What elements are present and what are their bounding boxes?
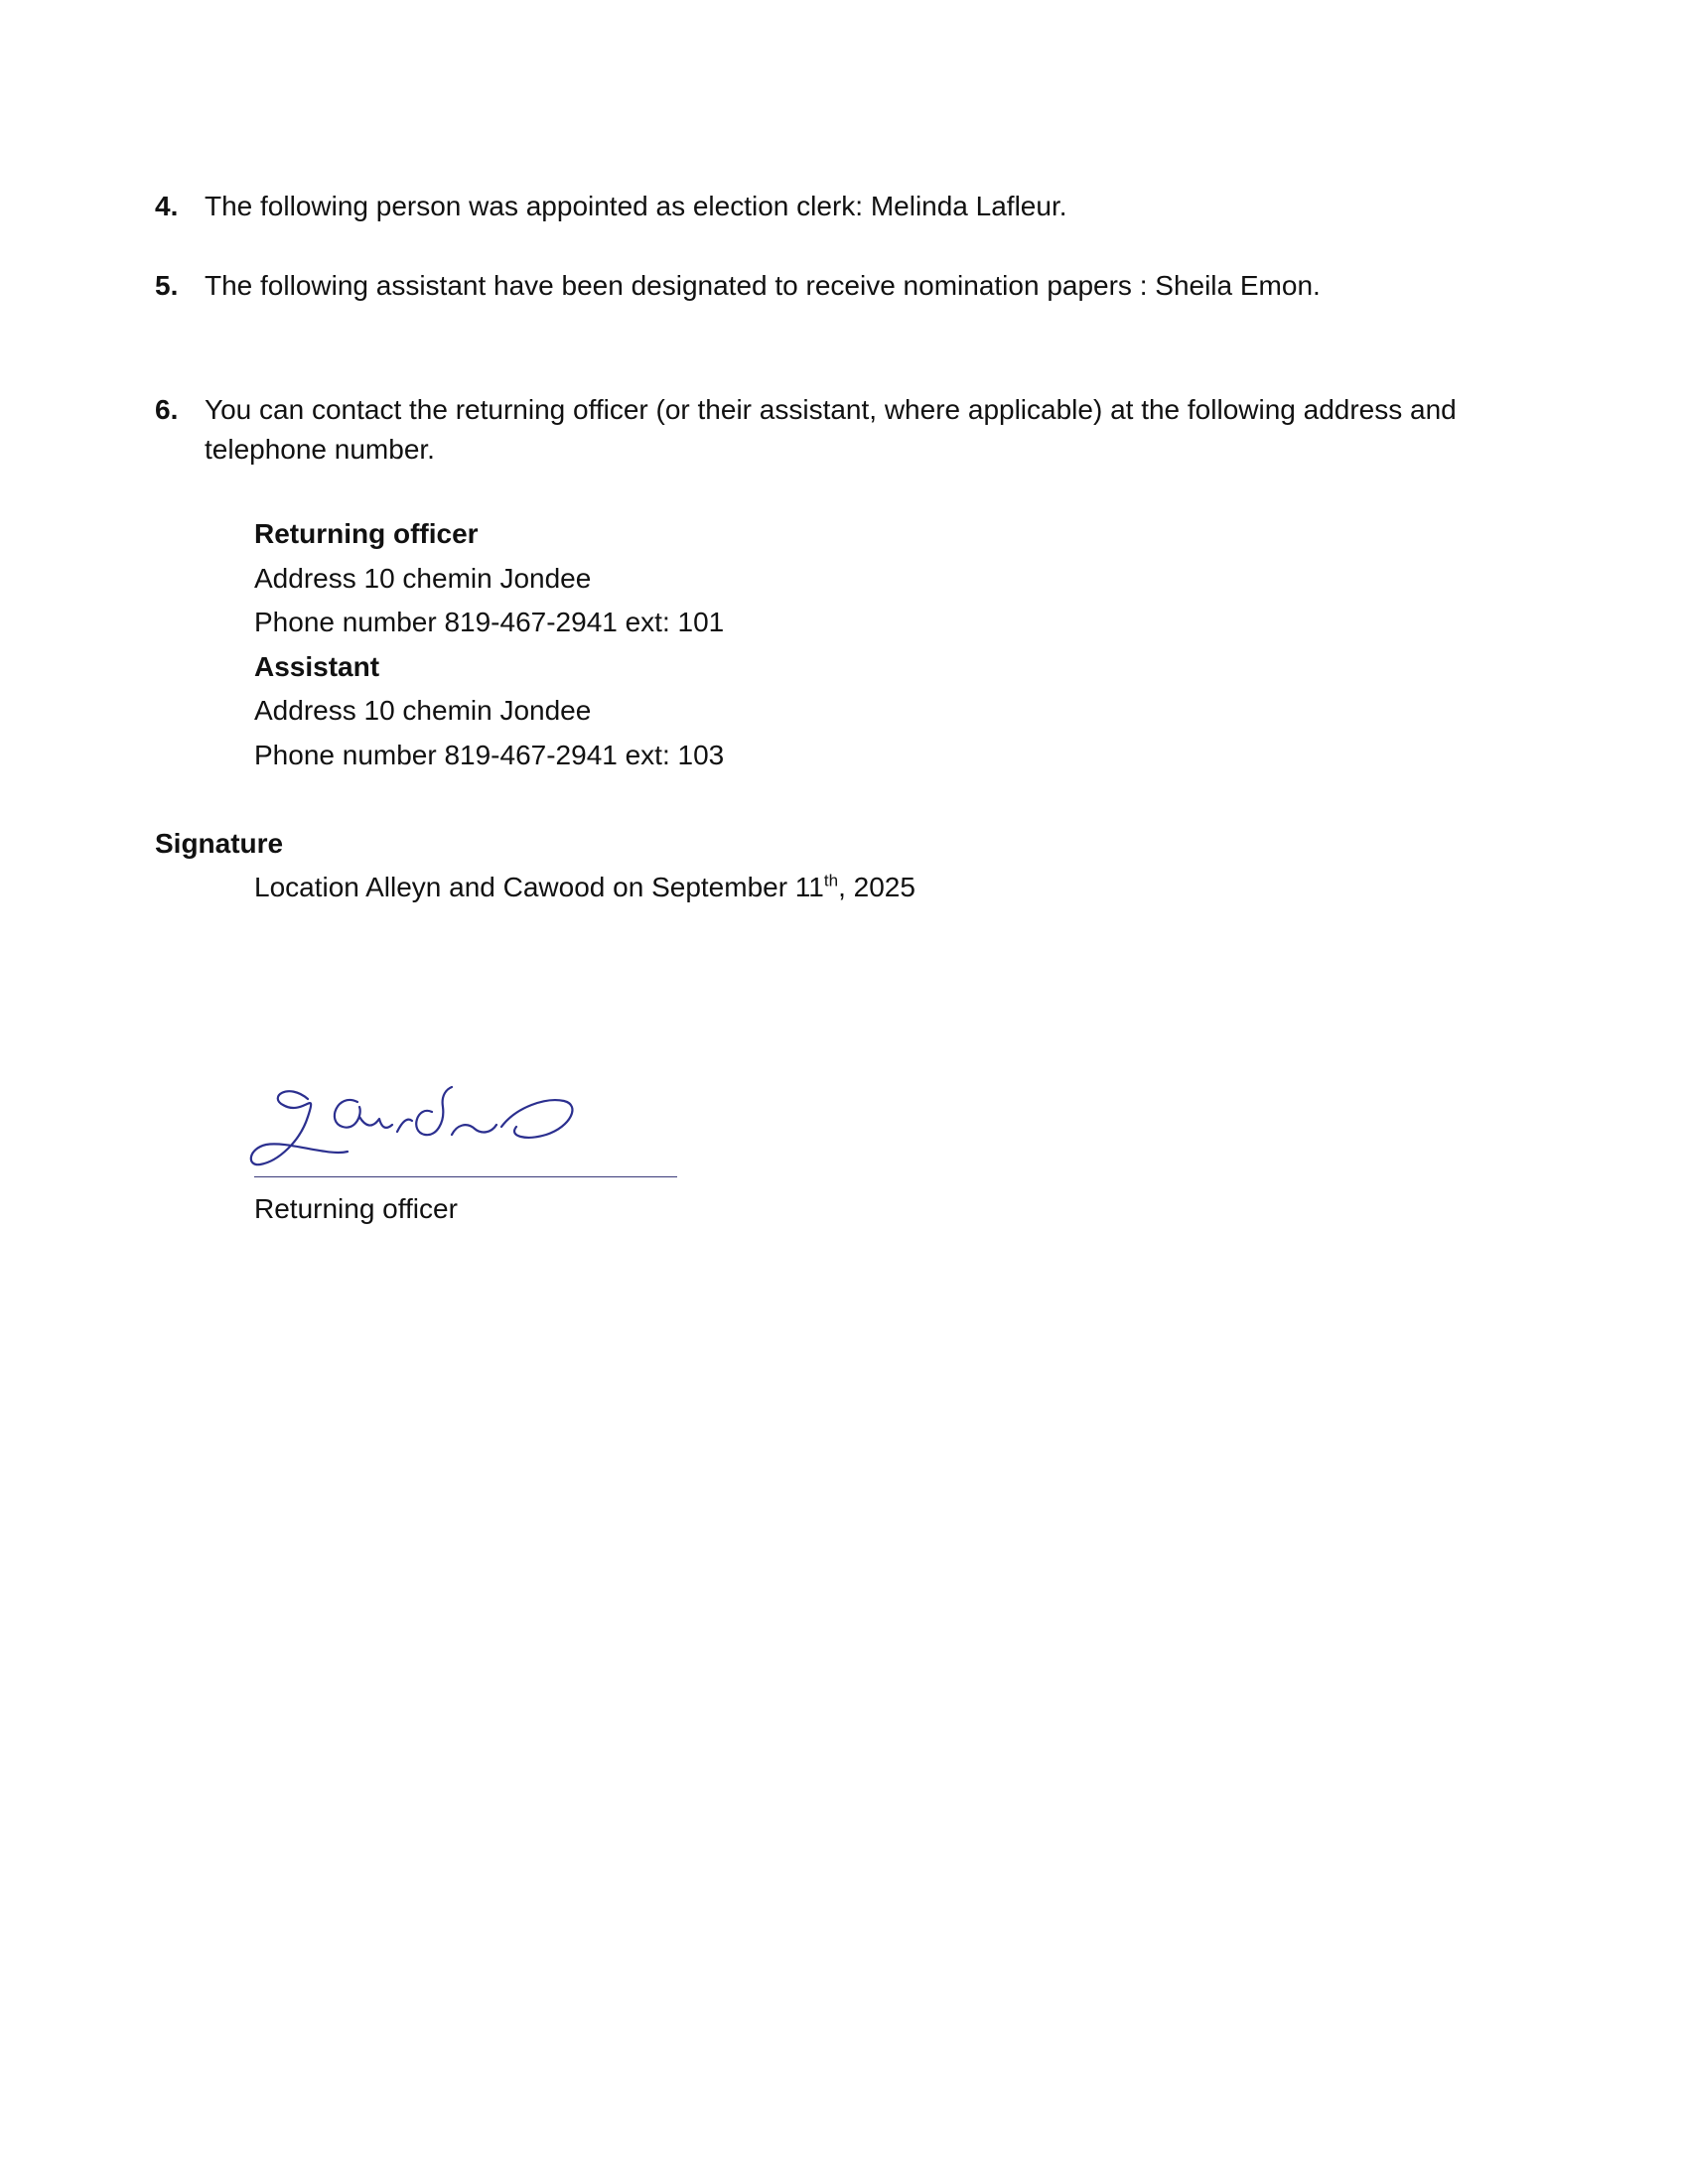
returning-officer-address: Address 10 chemin Jondee <box>254 562 592 594</box>
item-text: The following person was appointed as election clerk: Melinda Lafleur. <box>205 191 1067 221</box>
signature-heading: Signature <box>155 828 284 859</box>
assistant-phone: Phone number 819-467-2941 ext: 103 <box>254 739 725 770</box>
location-suffix: , 2025 <box>838 872 915 902</box>
returning-officer-heading: Returning officer <box>254 518 479 549</box>
item-text: The following assistant have been designated to receive nomination papers : Sheila Emon. <box>205 270 1321 301</box>
signature-caption: Returning officer <box>254 1193 458 1224</box>
location-prefix: Location Alleyn and Cawood on September 11 <box>254 872 824 902</box>
assistant-heading: Assistant <box>254 650 380 682</box>
item-number: 6. <box>155 394 179 425</box>
assistant-address: Address 10 chemin Jondee <box>254 695 592 726</box>
item-number: 5. <box>155 270 179 301</box>
signature-location <box>254 868 915 907</box>
returning-officer-phone: Phone number 819-467-2941 ext: 101 <box>254 607 725 637</box>
item-number: 4. <box>155 191 179 221</box>
handwritten-signature <box>248 1077 685 1186</box>
signature-line <box>254 1176 677 1177</box>
item-text: You can contact the returning officer (or their assistant, where applicable) at the following address and telephone number. <box>205 394 1457 465</box>
contact-block <box>254 512 724 777</box>
location-superscript: th <box>823 871 839 890</box>
